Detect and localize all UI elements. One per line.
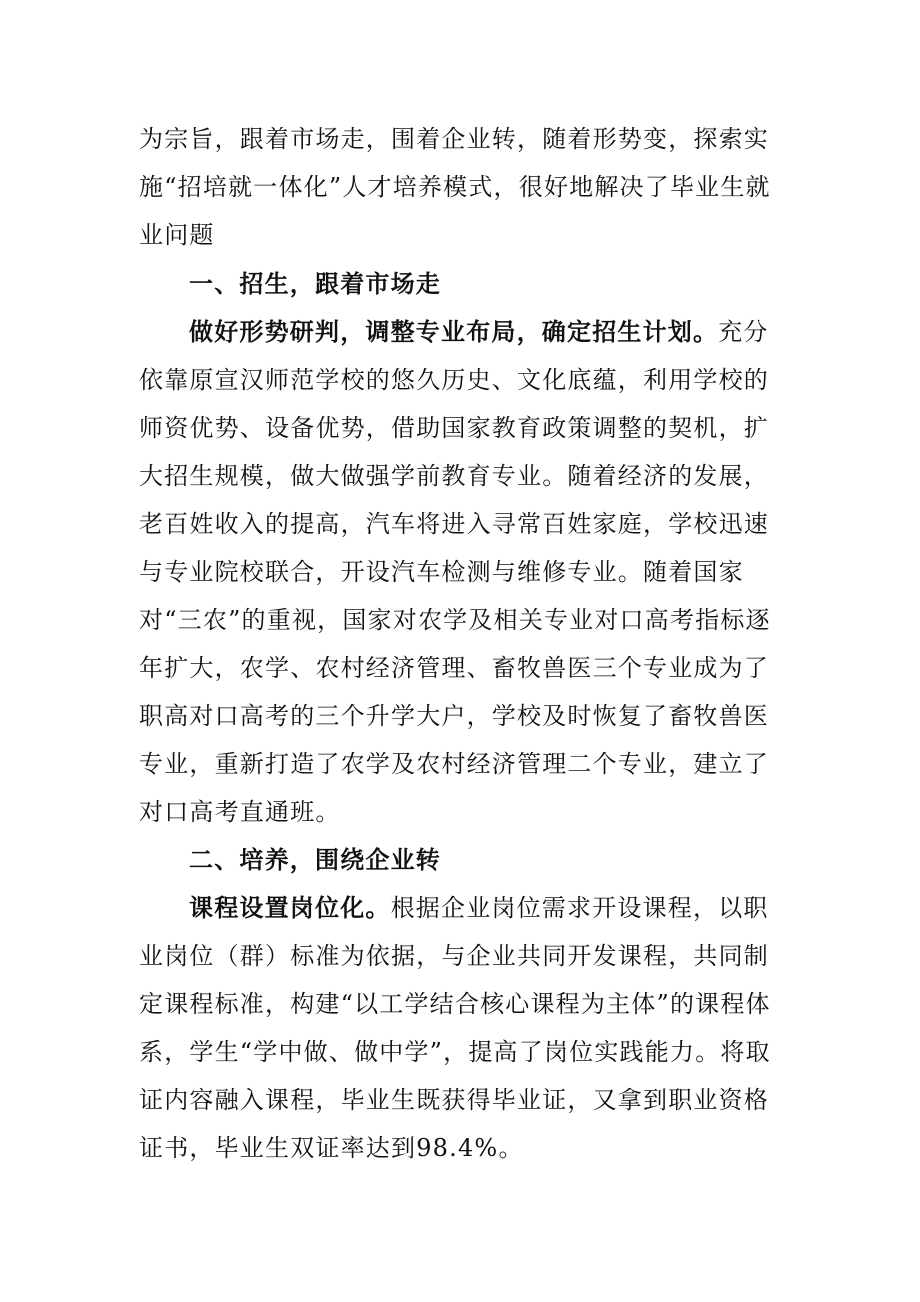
section-1-heading: 一、招生，跟着市场走 [189, 269, 441, 298]
intro-paragraph: 为宗旨，跟着市场走，围着企业转，随着形势变，探索实施“招培就一体化”人才培养模式，很好地解决了毕业生就业问题 [139, 125, 771, 249]
section-1-paragraph [139, 308, 771, 836]
section-2-paragraph-body: 根据企业岗位需求开设课程，以职业岗位（群）标准为依据，与企业共同开发课程，共同制定课程标准，构建“以工学结合核心课程为主体”的课程体系，学生“学中做、做中学”，提高了岗位实践能力。将取证内容融入课程，毕业生既获得毕业证，又拿到职业资格证书，毕业生双证率达到98.4%。 [139, 894, 771, 1162]
section-1-paragraph-lead: 做好形势研判，调整专业布局，确定招生计划。 [189, 317, 719, 346]
section-2-paragraph-lead: 课程设置岗位化。 [189, 893, 391, 922]
section-2-paragraph [139, 884, 771, 1172]
section-1-paragraph-body: 充分依靠原宣汉师范学校的悠久历史、文化底蕴，利用学校的师资优势、设备优势，借助国家教育政策调整的契机，扩大招生规模，做大做强学前教育专业。随着经济的发展，老百姓收入的提高，汽车将进入寻常百姓家庭，学校迅速与专业院校联合，开设汽车检测与维修专业。随着国家对“三农”的重视，国家对农学及相关专业对口高考指标逐年扩大，农学、农村经济管理、畜牧兽医三个专业成为了职高对口高考的三个升学大户，学校及时恢复了畜牧兽医专业，重新打造了农学及农村经济管理二个专业，建立了对口高考直通班。 [139, 318, 771, 826]
section-2-heading: 二、培养，围绕企业转 [189, 845, 441, 874]
